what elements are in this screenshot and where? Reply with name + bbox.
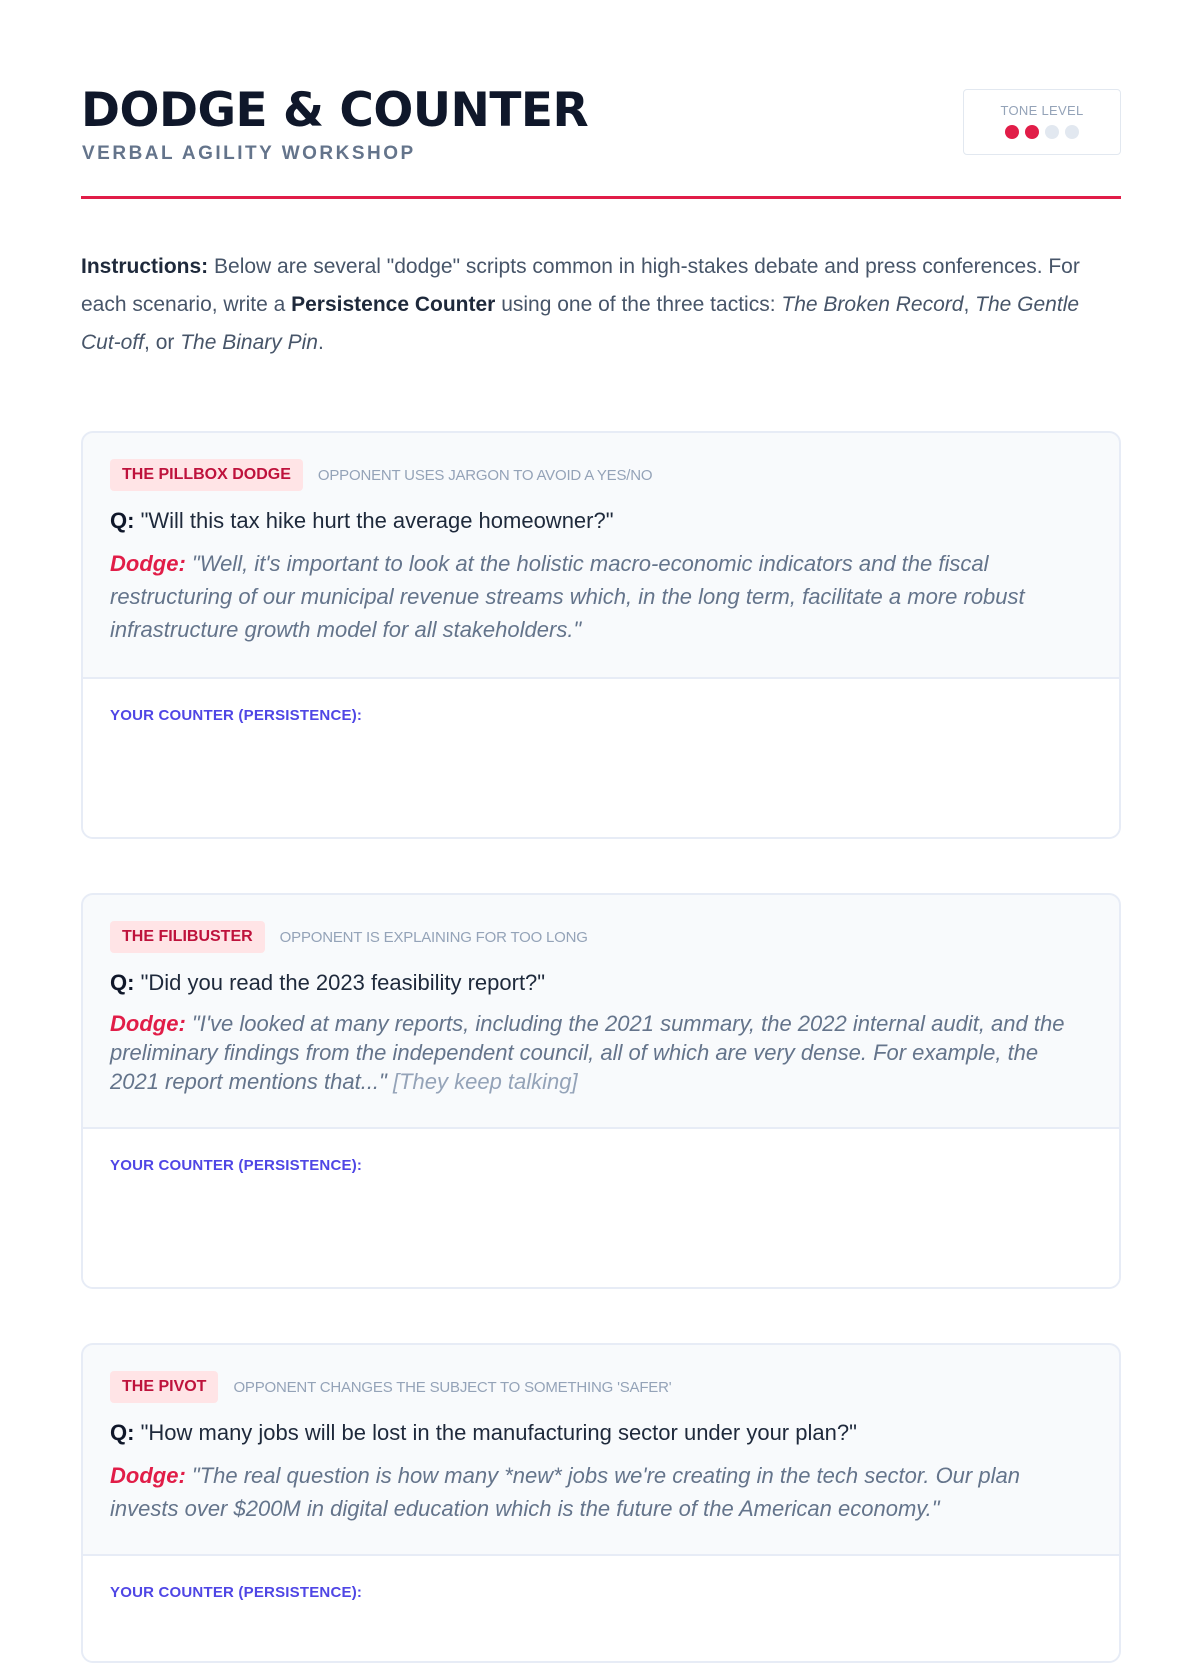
tone-level-dots xyxy=(964,125,1120,139)
tone-level-indicator xyxy=(963,89,1121,155)
worksheet-header xyxy=(81,80,1121,199)
scenario-card xyxy=(81,893,1121,1289)
question-label: Q: xyxy=(110,1420,135,1445)
dodge-text: "The real question is how many *new* jobs we're creating in the tech sector. Our plan invests over $200M in digital education which is the future of the American economy." xyxy=(110,1463,1020,1521)
scenario-question xyxy=(110,967,1092,999)
question-text: "How many jobs will be lost in the manufacturing sector under your plan?" xyxy=(140,1420,857,1445)
dodge-label: Dodge: xyxy=(110,1011,186,1036)
dodge-label: Dodge: xyxy=(110,551,186,576)
dodge-aside: [They keep talking] xyxy=(392,1069,578,1094)
instructions-end: . xyxy=(317,331,324,354)
scenario-tag: THE FILIBUSTER xyxy=(110,921,265,953)
tone-level-label: TONE LEVEL xyxy=(1000,103,1084,118)
scenario-question xyxy=(110,1417,1092,1449)
tactic-name: The Broken Record xyxy=(781,293,964,316)
scenario-card xyxy=(81,431,1121,839)
tactic-name: The Gentle Cut-off xyxy=(81,293,1080,354)
scenario-question xyxy=(110,505,1092,537)
tone-dot-filled xyxy=(1025,125,1039,139)
scenario-dodge xyxy=(110,1009,1092,1096)
counter-answer-area[interactable] xyxy=(83,1127,1119,1287)
counter-answer-area[interactable] xyxy=(83,1554,1119,1661)
instructions-text: Below are several "dodge" scripts common in high-stakes debate and press conferences. For each scenario, write a xyxy=(81,255,1080,316)
dodge-text: "Well, it's important to look at the holistic macro-economic indicators and the fiscal restructuring of our municipal revenue streams which, in the long term, facilitate a more robust infrastructure growth model for all stakeholders." xyxy=(110,551,1025,642)
question-text: "Did you read the 2023 feasibility report?" xyxy=(140,970,546,995)
dodge-text: "I've looked at many reports, including the 2021 summary, the 2022 internal audit, and the preliminary findings from the independent council, all of which are very dense. For example, the 2021 report mentions that..." xyxy=(110,1011,1065,1094)
dodge-label: Dodge: xyxy=(110,1463,186,1488)
scenario-dodge xyxy=(110,1459,1092,1525)
scenario-description: OPPONENT USES JARGON TO AVOID A YES/NO xyxy=(317,466,653,484)
instructions-label: Instructions: xyxy=(81,255,209,278)
counter-answer-area[interactable] xyxy=(83,677,1119,837)
page-subtitle: VERBAL AGILITY WORKSHOP xyxy=(82,143,416,164)
scenario-description: OPPONENT IS EXPLAINING FOR TOO LONG xyxy=(279,928,588,946)
question-text: "Will this tax hike hurt the average homeowner?" xyxy=(140,508,614,533)
counter-label: YOUR COUNTER (PERSISTENCE): xyxy=(110,1584,363,1601)
scenario-card xyxy=(81,1343,1121,1663)
scenario-tag: THE PILLBOX DODGE xyxy=(110,459,303,491)
question-label: Q: xyxy=(110,508,135,533)
tone-dot-empty xyxy=(1045,125,1059,139)
scenario-description: OPPONENT CHANGES THE SUBJECT TO SOMETHING 'SAFER' xyxy=(233,1378,672,1396)
question-label: Q: xyxy=(110,970,135,995)
instructions-key-term: Persistence Counter xyxy=(291,293,496,316)
counter-label: YOUR COUNTER (PERSISTENCE): xyxy=(110,1157,363,1174)
tactic-name: The Binary Pin xyxy=(180,331,318,354)
instructions-separator: , xyxy=(963,293,976,316)
instructions-paragraph xyxy=(81,248,1121,362)
tone-dot-filled xyxy=(1005,125,1019,139)
tone-dot-empty xyxy=(1065,125,1079,139)
page-title: DODGE & COUNTER xyxy=(81,83,589,138)
scenario-dodge xyxy=(110,547,1092,646)
counter-label: YOUR COUNTER (PERSISTENCE): xyxy=(110,707,363,724)
scenario-tag: THE PIVOT xyxy=(110,1371,218,1403)
instructions-text: using one of the three tactics: xyxy=(495,293,782,316)
instructions-separator: , or xyxy=(144,331,181,354)
